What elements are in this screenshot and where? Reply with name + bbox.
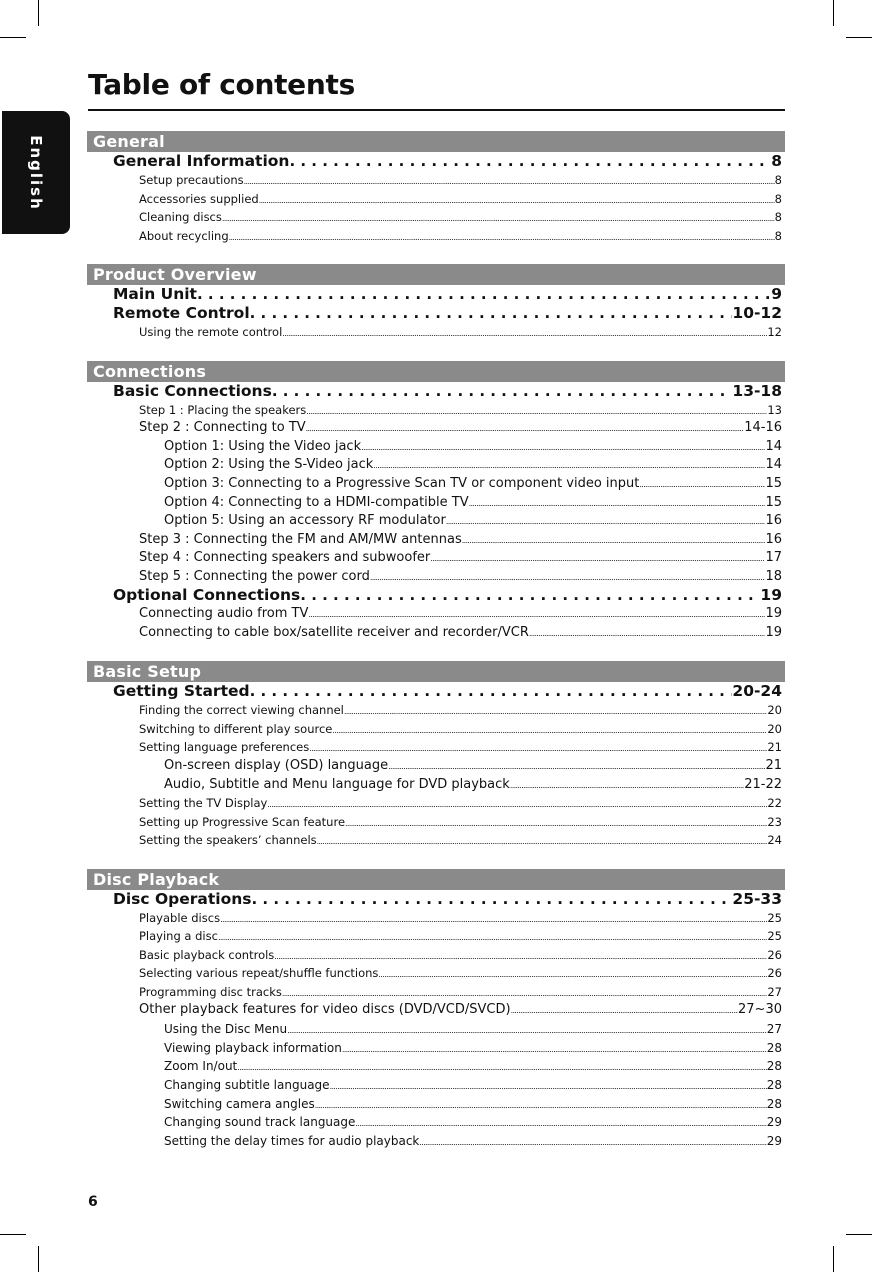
toc-entry-page: 14 (765, 457, 782, 473)
toc-entry[interactable] (87, 1095, 785, 1114)
toc-section (87, 361, 785, 643)
dot-leader (639, 476, 765, 494)
toc-entry[interactable] (87, 682, 785, 701)
toc-entry-title: Setting the speakers’ channels (139, 833, 317, 848)
toc-entry-page: 8 (771, 152, 782, 170)
toc-entry-title: On-screen display (OSD) language (164, 757, 389, 773)
toc-entry-title: Finding the correct viewing channel (139, 703, 344, 718)
toc-entry[interactable] (87, 475, 785, 494)
toc-entry[interactable] (87, 586, 785, 605)
toc-entry-title: Zoom In/out (164, 1059, 238, 1074)
toc-entry-page: 25 (767, 910, 782, 925)
toc-entry-title: Switching to different play source (139, 721, 333, 736)
toc-entry[interactable] (87, 512, 785, 531)
dot-leader (306, 420, 745, 438)
toc-entry[interactable] (87, 401, 785, 420)
toc-entry-title: Option 1: Using the Video jack (164, 438, 362, 454)
toc-entry[interactable] (87, 983, 785, 1002)
toc-entry-title: Step 1 : Placing the speakers (139, 402, 307, 417)
toc-entry-page: 28 (766, 1059, 782, 1074)
dot-leader (373, 457, 765, 475)
toc-entry[interactable] (87, 227, 785, 246)
toc-entry-title: Selecting various repeat/shuffle functions (139, 966, 379, 981)
toc-entry-page: 8 (774, 228, 782, 243)
crop-mark (38, 1246, 39, 1272)
dot-leader (289, 152, 771, 171)
language-tab-label: English (27, 135, 45, 211)
toc-entry[interactable] (87, 382, 785, 401)
page-number: 6 (88, 1194, 98, 1210)
section-header: Disc Playback (87, 869, 785, 890)
toc-entry[interactable] (87, 605, 785, 624)
toc-section (87, 661, 785, 849)
dot-leader (218, 929, 767, 946)
dot-leader (308, 606, 765, 624)
toc-entry-title: Basic playback controls (139, 947, 275, 962)
section-gap (87, 342, 785, 361)
toc-entry-page: 19 (765, 624, 782, 640)
toc-entry[interactable] (87, 720, 785, 739)
toc-entry-page: 14-16 (744, 420, 782, 435)
crop-mark (833, 0, 834, 26)
toc-entry[interactable] (87, 419, 785, 438)
toc-entry-page: 16 (765, 513, 782, 529)
crop-mark (846, 37, 872, 38)
toc-entry-page: 26 (767, 966, 782, 981)
toc-entry-page: 18 (765, 568, 782, 584)
crop-mark (0, 1234, 26, 1235)
dot-leader (332, 722, 767, 739)
toc-entry-title: Option 2: Using the S-Video jack (164, 457, 374, 473)
section-gap (87, 850, 785, 869)
dot-leader (344, 703, 767, 720)
dot-leader (370, 569, 766, 587)
toc-entry[interactable] (87, 1113, 785, 1132)
toc-entry-page: 13-18 (732, 381, 782, 400)
dot-leader (220, 911, 767, 928)
toc-entry-title: Option 4: Connecting to a HDMI-compatible TV (164, 494, 469, 510)
toc-entry-title: Step 4 : Connecting speakers and subwoofer (139, 550, 431, 566)
toc-entry-page: 26 (767, 947, 782, 962)
toc-entry-title: Audio, Subtitle and Menu language for DVD playback (164, 776, 510, 792)
dot-leader (197, 285, 771, 304)
dot-leader (250, 682, 733, 701)
toc-entry-title: Setting language preferences (139, 740, 310, 755)
toc-entry-title: Setup precautions (139, 173, 244, 187)
dot-leader (419, 1134, 766, 1151)
toc-entry-page: 13 (767, 402, 782, 417)
toc-entry-page: 19 (765, 606, 782, 622)
toc-entry[interactable] (87, 794, 785, 813)
toc-entry-page: 23 (767, 814, 782, 829)
toc-entry-page: 15 (765, 475, 782, 491)
language-tab (2, 111, 70, 234)
toc-entry-title: Step 5 : Connecting the power cord (139, 568, 370, 584)
toc-entry-page: 10-12 (732, 304, 782, 322)
toc-entry-page: 29 (766, 1115, 782, 1130)
section-gap (87, 642, 785, 661)
toc-entry-title: Setting the delay times for audio playback (164, 1133, 420, 1148)
toc-section (87, 264, 785, 342)
dot-leader (300, 586, 760, 605)
toc-entry-page: 8 (774, 173, 782, 187)
crop-mark (38, 0, 39, 26)
toc-entry-page: 21 (767, 740, 782, 755)
dot-leader (342, 1041, 767, 1058)
toc-entry-title: Remote Control (113, 304, 250, 322)
dot-leader (355, 1115, 766, 1132)
toc-section (87, 131, 785, 245)
dot-leader (244, 173, 775, 190)
toc-entry-title: Disc Operations (113, 889, 252, 908)
toc-entry[interactable] (87, 738, 785, 757)
toc-entry-title: Step 2 : Connecting to TV (139, 420, 306, 435)
toc-entry-page: 15 (765, 494, 782, 510)
dot-leader (222, 210, 775, 227)
toc-entry[interactable] (87, 776, 785, 795)
dot-leader (430, 550, 765, 568)
dot-leader (330, 1078, 767, 1095)
toc-entry-title: Viewing playback information (164, 1040, 342, 1055)
dot-leader (309, 740, 767, 757)
toc-entry-title: Using the remote control (139, 325, 283, 339)
dot-leader (511, 1002, 738, 1020)
toc-entry-page: 20 (767, 721, 782, 736)
toc-entry-page: 20-24 (732, 682, 782, 701)
toc-entry-page: 24 (767, 833, 782, 848)
toc-entry[interactable] (87, 208, 785, 227)
crop-mark (846, 1234, 872, 1235)
toc-entry-title: Connecting audio from TV (139, 606, 309, 622)
toc-entry[interactable] (87, 909, 785, 928)
toc-entry[interactable] (87, 323, 785, 342)
toc-entry-page: 19 (760, 586, 782, 605)
toc-entry-title: Getting Started (113, 682, 250, 701)
toc-entry[interactable] (87, 927, 785, 946)
toc-entry-title: Main Unit (113, 285, 197, 303)
dot-leader (237, 1059, 766, 1076)
toc-entry[interactable] (87, 304, 785, 323)
dot-leader (272, 382, 733, 401)
toc-entry[interactable] (87, 964, 785, 983)
section-header: Basic Setup (87, 661, 785, 682)
toc-entry[interactable] (87, 1132, 785, 1151)
section-header: Product Overview (87, 264, 785, 285)
title-divider (88, 109, 785, 111)
toc-entry[interactable] (87, 624, 785, 643)
toc-entry[interactable] (87, 757, 785, 776)
toc-entry-page: 27 (767, 984, 782, 999)
toc-entry[interactable] (87, 1020, 785, 1039)
dot-leader (529, 625, 766, 643)
crop-mark (833, 1246, 834, 1272)
toc-entry[interactable] (87, 494, 785, 513)
toc-entry-page: 29 (766, 1133, 782, 1148)
dot-leader (388, 758, 765, 776)
toc-entry[interactable] (87, 190, 785, 209)
dot-leader (287, 1022, 767, 1039)
section-gap (87, 245, 785, 264)
toc-entry-page: 22 (767, 796, 782, 811)
toc-entry-title: Option 3: Connecting to a Progressive Scan TV or component video input (164, 475, 640, 491)
dot-leader (510, 777, 744, 795)
toc-entry-title: Switching camera angles (164, 1096, 315, 1111)
toc-entry-page: 17 (765, 550, 782, 566)
toc-entry-title: Optional Connections (113, 586, 301, 605)
toc-entry[interactable] (87, 1039, 785, 1058)
dot-leader (317, 833, 768, 850)
toc-entry[interactable] (87, 531, 785, 550)
toc-entry-page: 21 (765, 757, 782, 773)
toc-entry-title: About recycling (139, 228, 229, 243)
dot-leader (361, 439, 765, 457)
toc-entry-title: Connecting to cable box/satellite receiver and recorder/VCR (139, 624, 529, 640)
dot-leader (282, 985, 767, 1002)
toc-entry-page: 28 (766, 1096, 782, 1111)
dot-leader (306, 403, 767, 420)
toc-entry[interactable] (87, 1001, 785, 1020)
table-of-contents (87, 131, 785, 1151)
toc-entry-page: 12 (767, 325, 782, 339)
toc-entry-title: Step 3 : Connecting the FM and AM/MW antennas (139, 531, 462, 547)
section-header: General (87, 131, 785, 152)
dot-leader (462, 532, 766, 550)
toc-entry[interactable] (87, 438, 785, 457)
dot-leader (315, 1097, 767, 1114)
dot-leader (250, 304, 733, 323)
dot-leader (345, 815, 767, 832)
toc-entry[interactable] (87, 890, 785, 909)
toc-entry[interactable] (87, 568, 785, 587)
toc-entry-page: 21-22 (744, 776, 782, 792)
toc-entry[interactable] (87, 456, 785, 475)
toc-entry[interactable] (87, 549, 785, 568)
toc-entry[interactable] (87, 946, 785, 965)
toc-entry-page: 8 (774, 210, 782, 224)
toc-entry-page: 28 (766, 1077, 782, 1092)
section-header: Connections (87, 361, 785, 382)
toc-entry[interactable] (87, 831, 785, 850)
toc-entry[interactable] (87, 152, 785, 171)
toc-entry-title: Setting up Progressive Scan feature (139, 814, 346, 829)
toc-entry-title: Other playback features for video discs (DVD/VCD/SVCD) (139, 1002, 511, 1018)
toc-entry-page: 14 (765, 438, 782, 454)
toc-entry[interactable] (87, 1076, 785, 1095)
dot-leader (267, 796, 767, 813)
dot-leader (446, 513, 766, 531)
toc-entry-title: Changing sound track language (164, 1115, 356, 1130)
dot-leader (229, 229, 775, 246)
toc-entry-title: Cleaning discs (139, 210, 222, 224)
toc-entry[interactable] (87, 701, 785, 720)
toc-entry-title: Using the Disc Menu (164, 1021, 288, 1036)
toc-entry-page: 9 (771, 285, 782, 303)
dot-leader (282, 325, 767, 342)
dot-leader (469, 495, 766, 513)
toc-entry-page: 20 (767, 703, 782, 718)
toc-entry-title: Accessories supplied (139, 191, 259, 206)
toc-entry[interactable] (87, 171, 785, 190)
toc-entry-title: Option 5: Using an accessory RF modulator (164, 513, 446, 529)
toc-entry[interactable] (87, 1057, 785, 1076)
toc-entry-title: Programming disc tracks (139, 984, 282, 999)
toc-entry-page: 27 (766, 1021, 782, 1036)
toc-entry-page: 16 (765, 531, 782, 547)
dot-leader (252, 890, 733, 909)
dot-leader (274, 948, 767, 965)
crop-mark (0, 37, 26, 38)
toc-entry-title: Changing subtitle language (164, 1077, 330, 1092)
toc-entry-page: 25 (767, 929, 782, 944)
toc-entry[interactable] (87, 813, 785, 832)
dot-leader (259, 192, 775, 209)
page-title: Table of contents (88, 68, 355, 101)
toc-entry-page: 8 (774, 191, 782, 206)
toc-entry-title: General Information (113, 152, 290, 170)
toc-entry-page: 27~30 (738, 1002, 782, 1018)
toc-section (87, 869, 785, 1151)
toc-entry-title: Playable discs (139, 910, 221, 925)
toc-entry-page: 28 (766, 1040, 782, 1055)
toc-entry-title: Setting the TV Display (139, 796, 268, 811)
toc-entry-title: Playing a disc (139, 929, 218, 944)
dot-leader (378, 966, 767, 983)
toc-entry-page: 25-33 (732, 889, 782, 908)
toc-entry[interactable] (87, 285, 785, 304)
toc-entry-title: Basic Connections (113, 381, 272, 400)
